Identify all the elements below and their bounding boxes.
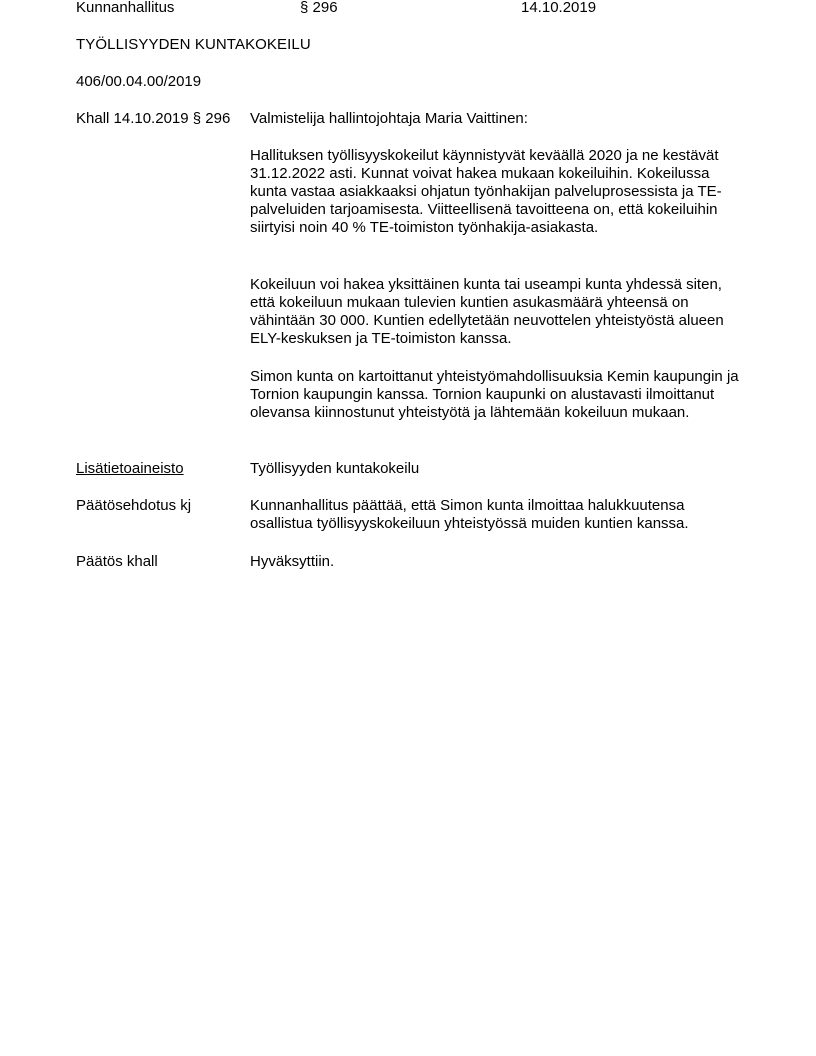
additional-info-value: Työllisyyden kuntakokeilu xyxy=(250,460,420,477)
decision-proposal-label: Päätösehdotus kj xyxy=(76,497,192,514)
body-paragraph: Simon kunta on kartoittanut yhteistyömahdollisuuksia Kemin kaupungin ja Tornion kaupungin kanssa. Tornion kaupunki on alustavasti ilmoittanut olevansa kiinnostunut yhteistyötä ja lähtemään kokeiluun mukaan. xyxy=(250,368,739,421)
record-id: 406/00.04.00/2019 xyxy=(76,73,202,90)
body-paragraph: Hallituksen työllisyyskokeilut käynnistyvät keväällä 2020 ja ne kestävät 31.12.2022 asti. Kunnat voivat hakea mukaan kokeiluihin. Kokeilussa kunta vastaa asiakkaaksi ohjatun työnhakijan palveluprosessista ja TE-palveluiden tarjoamisesta. Viitteellisenä tavoitteena on, että kokeiluihin siirtyisi noin 40 % TE-toimiston työnhakija-asiakasta. xyxy=(250,147,722,236)
body-paragraph: Kokeiluun voi hakea yksittäinen kunta tai useampi kunta yhdessä siten, että kokeiluun mukaan tulevien kuntien asukasmäärä yhteensä on vähintään 30 000. Kuntien edellytetään neuvottelen yhteistyöstä alueen ELY-keskuksen ja TE-toimiston kanssa. xyxy=(250,276,724,347)
decision-proposal-text: Kunnanhallitus päättää, että Simon kunta ilmoittaa halukkuutensa osallistua työllisyyskokeiluun yhteistyössä muiden kuntien kanssa. xyxy=(250,497,689,532)
document-title: TYÖLLISYYDEN KUNTAKOKEILU xyxy=(76,36,311,53)
header-body-name: Kunnanhallitus xyxy=(76,0,175,16)
decision-text: Hyväksyttiin. xyxy=(250,553,335,570)
khall-label: Khall 14.10.2019 § 296 xyxy=(76,110,231,127)
header-section-number: § 296 xyxy=(300,0,338,16)
additional-info-label: Lisätietoaineisto xyxy=(76,460,184,477)
preparer-line: Valmistelija hallintojohtaja Maria Vaittinen: xyxy=(250,110,528,127)
header-date: 14.10.2019 xyxy=(521,0,597,16)
decision-label: Päätös khall xyxy=(76,553,158,570)
